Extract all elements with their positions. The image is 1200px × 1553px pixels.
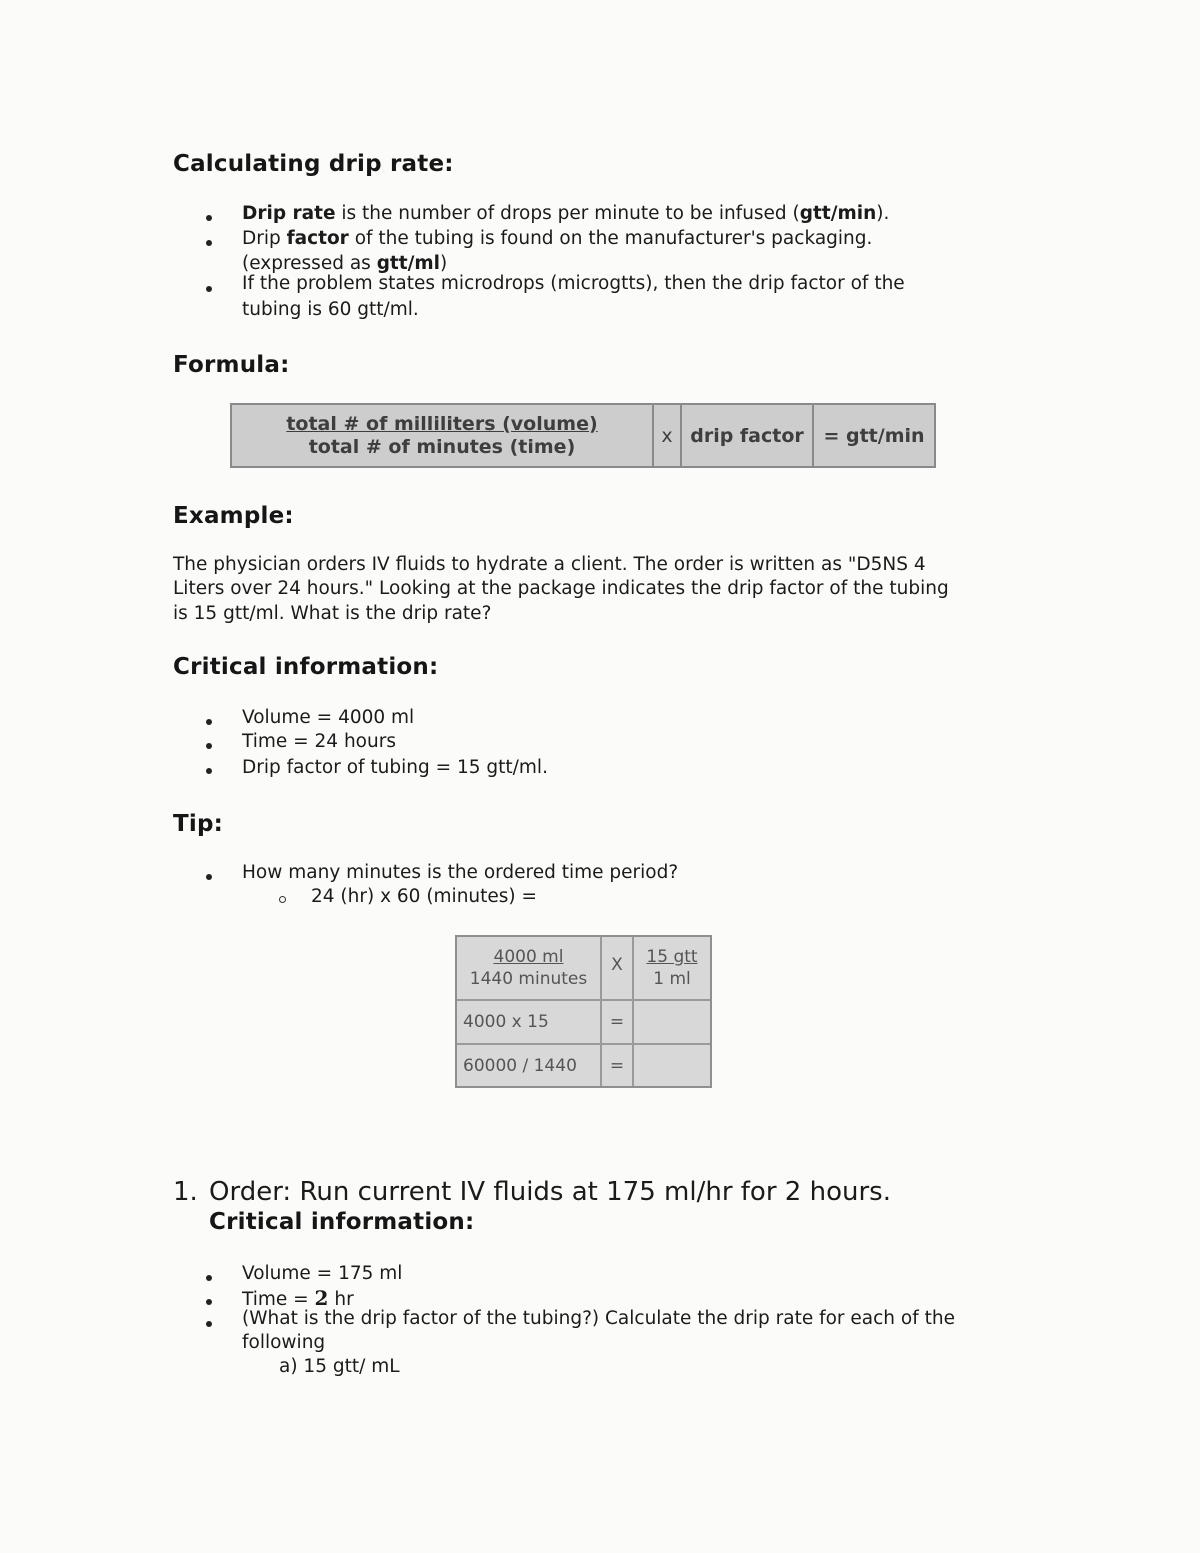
- section-heading-example: Example:: [173, 503, 294, 529]
- calc-den-ml: 1 ml: [653, 969, 691, 989]
- formula-fraction: [286, 413, 597, 459]
- calc-equals: =: [602, 1045, 634, 1086]
- example-line-3: is 15 gtt/ml. What is the drip rate?: [173, 603, 492, 624]
- section-heading-tip: Tip:: [173, 811, 224, 837]
- section-heading-critical: Critical information:: [173, 654, 439, 680]
- critical-item-volume: Volume = 4000 ml: [242, 707, 415, 728]
- calc-num-gtt: 15 gtt: [646, 947, 698, 967]
- tip-sub: 24 (hr) x 60 (minutes) =: [311, 886, 538, 907]
- critical-item-time: Time = 24 hours: [242, 731, 396, 752]
- problem-sub-a: a) 15 gtt/ mL: [279, 1356, 400, 1377]
- example-line-2: Liters over 24 hours." Looking at the package indicates the drip factor of the tubing: [173, 578, 949, 599]
- formula-fraction-cell: [232, 405, 654, 466]
- example-line-1: The physician orders IV fluids to hydrate a client. The order is written as "D5NS 4: [173, 554, 926, 575]
- calc-divide: 60000 / 1440: [457, 1045, 602, 1086]
- calc-multiply: 4000 x 15: [457, 1001, 602, 1043]
- formula-times-cell: x: [654, 405, 682, 466]
- sub-bullet: [279, 896, 286, 903]
- tip-question: How many minutes is the ordered time period?: [242, 862, 679, 883]
- calc-blank: [634, 1045, 710, 1086]
- bullet-microdrops-line2: tubing is 60 gtt/ml.: [242, 299, 419, 320]
- bullet-drip-rate: Drip rate is the number of drops per minute to be infused (gtt/min).: [242, 203, 890, 224]
- section-heading-calculating: Calculating drip rate:: [173, 151, 454, 177]
- calc-num-volume: 4000 ml: [493, 947, 564, 967]
- calc-times: X: [602, 937, 634, 999]
- handwritten-value: 2: [314, 1286, 329, 1310]
- calc-den-minutes: 1440 minutes: [469, 969, 588, 989]
- problem-item-question: (What is the drip factor of the tubing?) Calculate the drip rate for each of the: [242, 1308, 955, 1329]
- calculation-table: [455, 935, 712, 1088]
- problem-critical-heading: Critical information:: [209, 1209, 475, 1235]
- problem-number: 1.: [173, 1177, 198, 1207]
- bullet: [206, 768, 212, 774]
- bullet-drip-factor: Drip factor of the tubing is found on the manufacturer's packaging.: [242, 228, 873, 249]
- calc-row-fraction: [457, 937, 710, 1001]
- formula-denominator: total # of minutes (time): [308, 435, 576, 458]
- formula-factor-cell: drip factor: [682, 405, 814, 466]
- critical-item-drip-factor: Drip factor of tubing = 15 gtt/ml.: [242, 757, 548, 778]
- bullet: [206, 1275, 212, 1281]
- bullet-drip-factor-line2: (expressed as gtt/ml): [242, 253, 448, 274]
- calc-equals: =: [602, 1001, 634, 1043]
- section-heading-formula: Formula:: [173, 352, 290, 378]
- bullet: [206, 743, 212, 749]
- calc-row-multiply: [457, 1001, 710, 1045]
- formula-result-cell: = gtt/min: [814, 405, 934, 466]
- problem-item-question-line2: following: [242, 1332, 326, 1353]
- formula-table: [230, 403, 936, 468]
- problem-order: Order: Run current IV fluids at 175 ml/hr for 2 hours.: [209, 1177, 891, 1207]
- bullet: [206, 240, 212, 246]
- bullet: [206, 874, 212, 880]
- bullet: [206, 215, 212, 221]
- formula-numerator: total # of milliliters (volume): [286, 412, 598, 435]
- bullet: [206, 719, 212, 725]
- calc-fraction-volume: [457, 937, 602, 999]
- bullet: [206, 1321, 212, 1327]
- problem-item-volume: Volume = 175 ml: [242, 1263, 403, 1284]
- calc-fraction-factor: [634, 937, 710, 999]
- calc-row-divide: [457, 1045, 710, 1086]
- calc-blank: [634, 1001, 710, 1043]
- problem-item-time: Time = 2 hr: [242, 1286, 354, 1310]
- bullet: [206, 1299, 212, 1305]
- bullet-microdrops: If the problem states microdrops (microgtts), then the drip factor of the: [242, 273, 905, 294]
- bullet: [206, 286, 212, 292]
